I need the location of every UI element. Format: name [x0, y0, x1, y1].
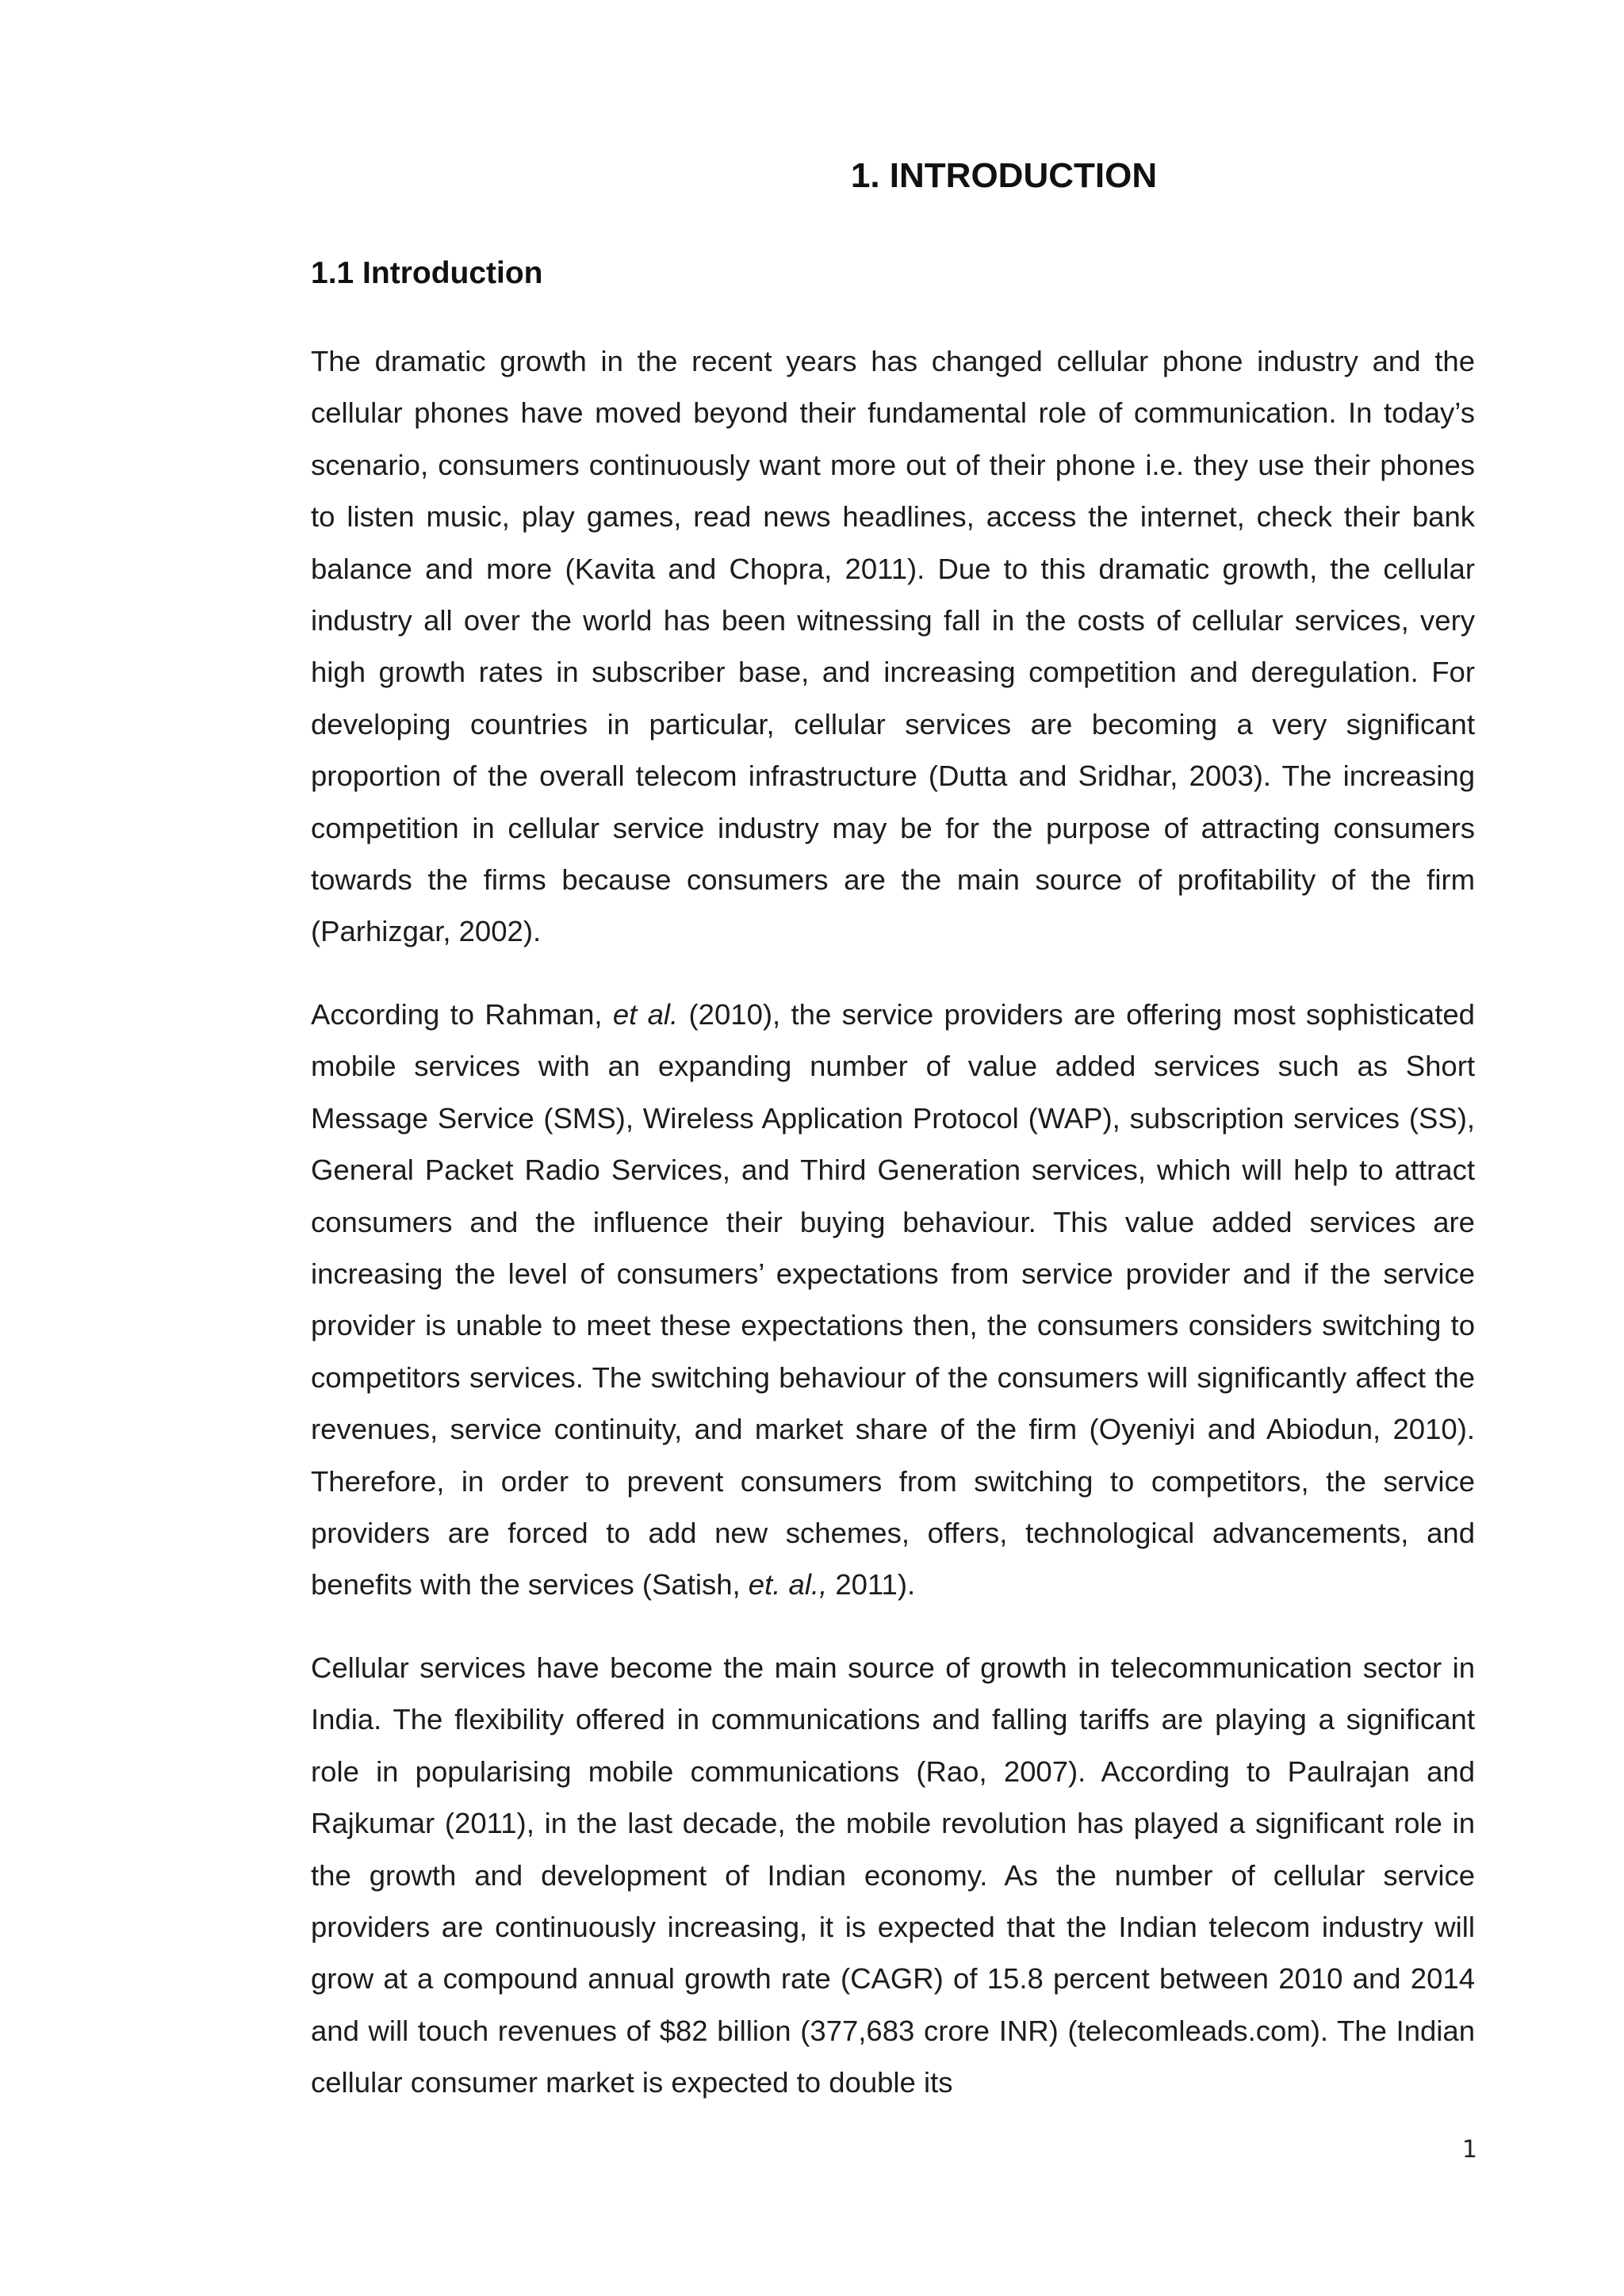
paragraph-text: According to Rahman, [311, 998, 613, 1031]
citation-italic: et. al., [748, 1568, 828, 1601]
section-title: 1.1 Introduction [311, 256, 543, 290]
paragraph-text: The dramatic growth in the recent years has changed cellular phone industry and the cellular phones have moved beyond their fundamental role of communication. In today’s scenario, consumers continuously want more out of their phone i.e. they use their phones to listen music, play games, read news headlines, access the internet, check their bank balance and more (Kavita and Chopra, 2011). Due to this dramatic growth, the cellular industry all over the world has been witnessing fall in the costs of cellular services, very high growth rates in subscriber base, and increasing competition and deregulation. For developing countries in particular, cellular services are becoming a very significant proportion of the overall telecom infrastructure (Dutta and Sridhar, 2003). The increasing competition in cellular service industry may be for the purpose of attracting consumers towards the firms because consumers are the main source of profitability of the firm (Parhizgar, 2002). [311, 345, 1475, 948]
page-number: 1 [1461, 2136, 1477, 2164]
citation-italic: et al. [612, 998, 679, 1031]
body-paragraph [311, 989, 1475, 1611]
paragraph-text: 2011). [827, 1568, 916, 1601]
chapter-title: 1. INTRODUCTION [850, 156, 1158, 195]
paragraph-text: Cellular services have become the main source of growth in telecommunication sector in India. The flexibility offered in communications and falling tariffs are playing a significant role in popularising mobile communications (Rao, 2007). According to Paulrajan and Rajkumar (2011), in the last decade, the mobile revolution has played a significant role in the growth and development of Indian economy. As the number of cellular service providers are continuously increasing, it is expected that the Indian telecom industry will grow at a compound annual growth rate (CAGR) of 15.8 percent between 2010 and 2014 and will touch revenues of $82 billion (377,683 crore INR) (telecomleads.com). The Indian cellular consumer market is expected to double its [311, 1651, 1475, 2099]
body-paragraph [311, 335, 1475, 958]
body-paragraph [311, 1642, 1475, 2109]
paragraph-text: (2010), the service providers are offering most sophisticated mobile services with an expanding number of value added services such as Short Message Service (SMS), Wireless Application Protocol (WAP), subscription services (SS), General Packet Radio Services, and Third Generation services, which will help to attract consumers and the influence their buying behaviour. This value added services are increasing the level of consumers’ expectations from service provider and if the service provider is unable to meet these expectations then, the consumers considers switching to competitors services. The switching behaviour of the consumers will significantly affect the revenues, service continuity, and market share of the firm (Oyeniyi and Abiodun, 2010). Therefore, in order to prevent consumers from switching to competitors, the service providers are forced to add new schemes, offers, technological advancements, and benefits with the services (Satish, [311, 998, 1475, 1601]
